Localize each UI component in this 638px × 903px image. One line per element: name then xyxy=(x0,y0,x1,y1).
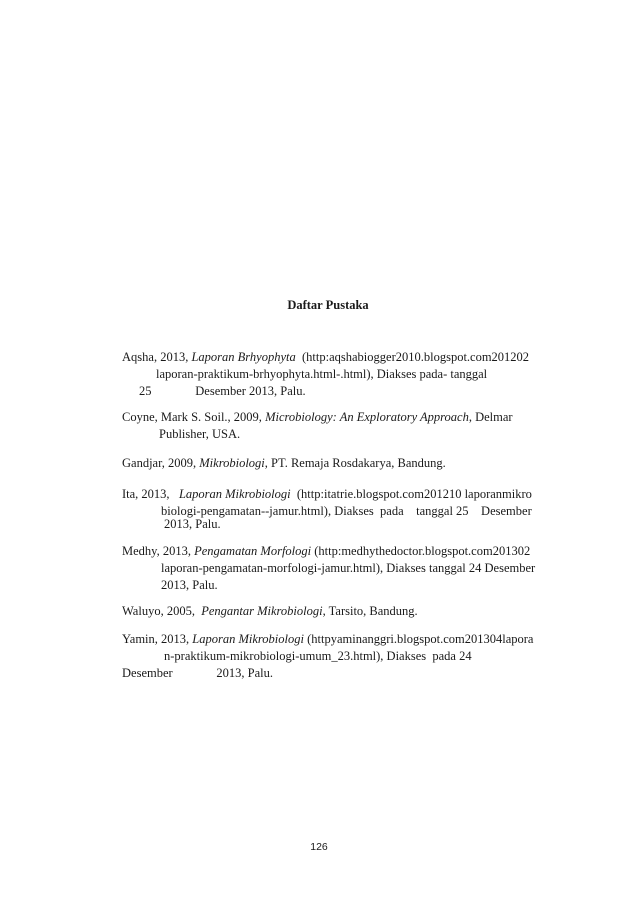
reference-medhy-line-3: 2013, Palu. xyxy=(161,578,218,592)
reference-coyne-line-1: Coyne, Mark S. Soil., 2009, Microbiology: An Exploratory Approach, Delmar xyxy=(122,410,513,424)
reference-waluyo-line-1: Waluyo, 2005, Pengantar Mikrobiologi, Tarsito, Bandung. xyxy=(122,604,418,618)
reference-yamin-line-3: Desember 2013, Palu. xyxy=(122,666,274,680)
reference-medhy-line-1: Medhy, 2013, Pengamatan Morfologi (http:medhythedoctor.blogspot.com201302 xyxy=(122,544,531,558)
reference-ita-line-2: biologi-pengamatan--jamur.html), Diakses pada tanggal 25 Desember xyxy=(161,504,532,518)
reference-coyne-line-2: Publisher, USA. xyxy=(159,427,241,441)
reference-ita-line-3: 2013, Palu. xyxy=(164,517,221,531)
reference-ita-line-1: Ita, 2013, Laporan Mikrobiologi (http:itatrie.blogspot.com201210 laporanmikro xyxy=(122,487,532,501)
reference-medhy-line-2: laporan-pengamatan-morfologi-jamur.html), Diakses tanggal 24 Desember xyxy=(161,561,536,575)
page-title: Daftar Pustaka xyxy=(287,298,369,312)
reference-gandjar-line-1: Gandjar, 2009, Mikrobiologi, PT. Remaja Rosdakarya, Bandung. xyxy=(122,456,446,470)
page-number: 126 xyxy=(310,841,328,853)
reference-aqsha-line-1: Aqsha, 2013, Laporan Brhyophyta (http:aqshabiogger2010.blogspot.com201202 xyxy=(122,350,530,364)
reference-aqsha-line-3: 25 Desember 2013, Palu. xyxy=(139,384,306,398)
reference-yamin-line-2: n-praktikum-mikrobiologi-umum_23.html), Diakses pada 24 xyxy=(164,649,472,663)
reference-yamin-line-1: Yamin, 2013, Laporan Mikrobiologi (httpyaminanggri.blogspot.com201304lapora xyxy=(122,632,534,646)
reference-aqsha-line-2: laporan-praktikum-brhyophyta.html-.html), Diakses pada- tanggal xyxy=(156,367,488,381)
